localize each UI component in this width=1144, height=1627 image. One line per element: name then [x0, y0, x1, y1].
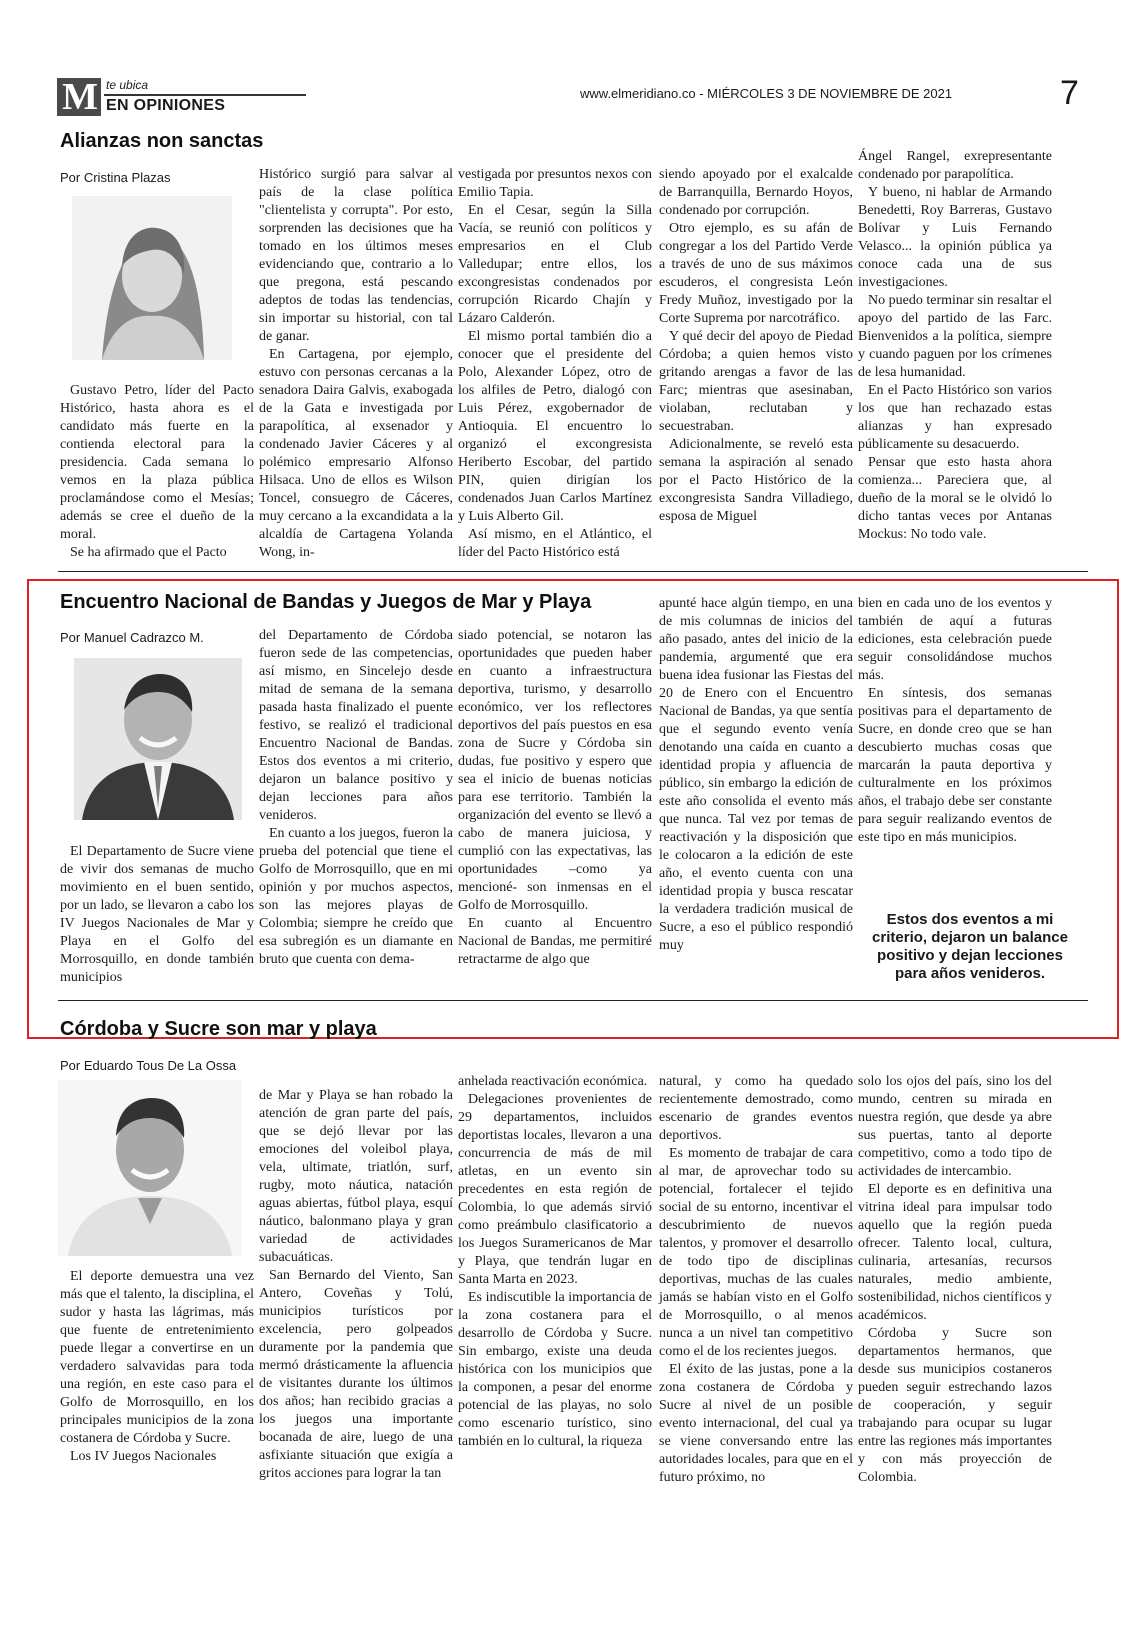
- dateline: www.elmeridiano.co - MIÉRCOLES 3 DE NOVIEMBRE DE 2021: [580, 86, 953, 101]
- newspaper-logo: M: [57, 78, 101, 116]
- article-column: Ángel Rangel, exrepresentante condenado por parapolítica. Y bueno, ni hablar de Armando Benedetti, Roy Barreras, Gustavo Bolívar y Luis Fernando Velasco... la opinión pública ya conoce cada una de sus investigaciones. No puedo terminar sin resaltar el apoyo del partido de las Farc. Bienvenidos a la política, siempre y cuando paguen por los crímenes de lesa humanidad. En el Pacto Histórico son varios los que han rechazado estas alianzas y han expresado públicamente su desacuerdo. Pensar que esto hasta ahora comienza... Pareciera que, al dueño de la moral se le olvidó lo dicho tantas veces por Antanas Mockus: No todo vale.: [858, 149, 1052, 542]
- article-title: Alianzas non sanctas: [60, 130, 264, 152]
- article-column: de Mar y Playa se han robado la atención de gran parte del país, que se dejó llevar por las emociones del voleibol playa, vela, ultimate, triatlón, surf, rugby, moto náutica, natación aguas abiertas, fútbol playa, esquí náutico, balonmano playa y gran variedad de actividades subacuáticas. San Bernardo del Viento, San Antero, Coveñas y Tolú, municipios turísticos por excelencia, pero golpeados duramente por la pandemia que mermó drásticamente la afluencia de visitantes durante los últimos dos años; han recibido gracias a los juegos una importante bocanada de aire, luego de una asfixiante situación que exigía a gritos acciones para lograr la tan: [259, 1088, 453, 1481]
- page-number: 7: [1060, 74, 1079, 112]
- article-column: vestigada por presuntos nexos con Emilio Tapia. En el Cesar, según la Silla Vacía, se reunió con políticos y empresarios en el Club Valledupar; entre ellos, los excongresistas condenados por corrupción Ricardo Chajín y Lázaro Calderón. El mismo portal también dio a conocer que el presidente del Polo, Alexander López, otro de los alfiles de Petro, dialogó con Luis Pérez, exgobernador de Antioquia. El encuentro lo organizó el excongresista Heriberto Escobar, del partido PIN, quien dirigían los condenados Juan Carlos Martínez y Luis Alberto Gil. Así mismo, en el Atlántico, el líder del Pacto Histórico está: [458, 167, 652, 560]
- author-photo: [58, 1080, 242, 1256]
- article-column: El deporte demuestra una vez más que el talento, la disciplina, el sudor y hasta las lágrimas, más que fuente de entretenimiento puede llegar a convertirse en un verdadero salvavidas para toda una región, en este caso para el Golfo de Morrosquillo, en los principales municipios de la zona costanera de Córdoba y Sucre. Los IV Juegos Nacionales: [60, 1269, 254, 1464]
- author-photo: [72, 196, 232, 360]
- article-byline: Por Eduardo Tous De La Ossa: [60, 1058, 237, 1073]
- article-byline: Por Manuel Cadrazco M.: [60, 630, 204, 645]
- article-column: siado potencial, se notaron las oportunidades que pueden haber en cuanto a infraestructura deportiva, turismo, y desarrollo económico, ver los reflectores deportivos del país puestos en esa zona de Sucre y Córdoba sin dudas, fue positivo y espero que sea el inicio de buenas noticias para ese territorio. También la organización del evento se llevó a cabo de manera juiciosa, y cumplió con las expectativas, las oportunidades –como ya mencioné- son inmensas en el Golfo de Morrosquillo. En cuanto al Encuentro Nacional de Bandas, me permitiré retractarme de algo que: [458, 628, 652, 967]
- article-column: El Departamento de Sucre viene de vivir dos semanas de mucho movimiento en el buen sentido, por un lado, se llevaron a cabo los IV Juegos Nacionales de Mar y Playa en el Golfo del Morrosquillo, en donde también municipios: [60, 844, 254, 985]
- article-column: del Departamento de Córdoba fueron sede de las competencias, así mismo, en Sincelejo desde mitad de semana de la semana pasada hasta finalizado el puente festivo, se realizó el tradicional Encuentro Nacional de Bandas. Estos dos eventos a mi criterio, dejaron un balance positivo y dejan lecciones para años venideros. En cuanto a los juegos, fueron la prueba del potencial que tiene el Golfo de Morrosquillo, que en mi opinión y por muchos aspectos, son las mejores playas de Colombia; siempre he creído que esa subregión es un diamante en bruto que cuenta con dema-: [259, 628, 453, 967]
- article-divider: [58, 1000, 1088, 1001]
- article-column: natural, y como ha quedado recientemente demostrado, como escenario de grandes eventos deportivos. Es momento de trabajar de cara al mar, de aprovechar todo su potencial, fortalecer el tejido social de su entorno, incentivar el descubrimiento de nuevos talentos, y promover el desarrollo de todo tipo de disciplinas deportivas, muchas de las cuales jamás se habían visto en el Golfo de Morrosquillo, o al menos nunca a un nivel tan competitivo como el de los recientes juegos. El éxito de las justas, pone a la zona costanera de Córdoba y Sucre al nivel de un posible evento internacional, del cual ya se viene conversando entre las autoridades locales, para que en el futuro próximo, no: [659, 1074, 853, 1485]
- pull-quote: Estos dos eventos a mi criterio, dejaron un balance positivo y dejan lecciones para años venideros.: [872, 911, 1068, 982]
- article-column: apunté hace algún tiempo, en una de mis columnas de inicios del año pasado, antes del inicio de la pandemia, argumenté que era buena idea fusionar las Fiestas del 20 de Enero con el Encuentro Nacional de Bandas, ya que sentía que el segundo evento venía denotando una caída en cuanto a identidad propia y afluencia de público, sin embargo la edición de este año consolida el evento más que nunca. Tal vez por temas de reactivación y la disposición que le colocaron a la edición de este año, el evento cuenta con una identidad propia y busca rescatar la verdadera tradición musical de Sucre, a eso el público respondió muy: [659, 596, 853, 953]
- article-column: anhelada reactivación económica. Delegaciones provenientes de 29 departamentos, incluidos deportistas locales, llevaron a una concurrencia de más de mil atletas, en un evento sin precedentes en esta región de Colombia, lo que además sirvió como preámbulo clasificatorio a los Juegos Suramericanos de Mar y Playa, que tendrán lugar en Santa Marta en 2023. Es indiscutible la importancia de la zona costanera para el desarrollo de Córdoba y Sucre. Sin embargo, existe una deuda histórica con los municipios que la componen, a pesar del enorme potencial de las playas, no solo como escenario turístico, sino también en lo cultural, la riqueza: [458, 1074, 652, 1449]
- article-column: siendo apoyado por el exalcalde de Barranquilla, Bernardo Hoyos, condenado por corrupción. Otro ejemplo, es su afán de congregar a los del Partido Verde a través de uno de sus máximos escuderos, el congresista León Fredy Muñoz, investigado por la Corte Suprema por narcotráfico. Y qué decir del apoyo de Piedad Córdoba; a quien hemos visto gritando arengas a favor de las Farc; mientras que asesinaban, violaban, reclutaban y secuestraban. Adicionalmente, se reveló esta semana la aspiración al senado por el Pacto Histórico de la excongresista Sandra Villadiego, esposa de Miguel: [659, 167, 853, 524]
- article-column: Histórico surgió para salvar al país de la clase política "clientelista y corrupta". Por esto, sorprenden las decisiones que ha tomado en los últimos meses evidenciando que, contrario a lo que pregona, está pescando adeptos de todas las tendencias, sin importar su historial, con tal de ganar. En Cartagena, por ejemplo, estuvo con personas cercanas a la senadora Daira Galvis, exabogada de la Gata e investigada por parapolítica, al exsenador y condenado Javier Cáceres y al polémico empresario Alfonso Hilsaca. Uno de ellos es Wilson Toncel, consuegro de Cáceres, muy cercano a la excandidata a la alcaldía de Cartagena Yolanda Wong, in-: [259, 167, 453, 560]
- article-column: bien en cada uno de los eventos y también de aquí a futuras ediciones, esta celebración puede seguir consolidándose muchos más. En síntesis, dos semanas positivas para el departamento de Sucre, en donde creo que se han descubierto muchas cosas que marcarán la pauta deportiva y culturalmente en los próximos años, el trabajo debe ser constante para seguir realizando eventos de este tipo en más municipios.: [858, 596, 1052, 845]
- article-column: Gustavo Petro, líder del Pacto Histórico, hasta ahora es el candidato más fuerte en la contienda electoral para la presidencia. Cada semana lo vemos en la plaza pública proclamándose como el Mesías; además se cree el dueño de la moral. Se ha afirmado que el Pacto: [60, 383, 254, 560]
- author-photo: [74, 658, 242, 820]
- header-rule: [104, 94, 306, 96]
- article-divider: [58, 571, 1088, 572]
- article-byline: Por Cristina Plazas: [60, 170, 171, 185]
- logo-tagline: te ubica: [106, 78, 149, 92]
- article-title: Encuentro Nacional de Bandas y Juegos de Mar y Playa: [60, 591, 592, 613]
- article-column: solo los ojos del país, sino los del mundo, centren su mirada en nuestra región, que desde ya abre sus puertas, tanto al deporte competitivo, como a todo tipo de actividades de intercambio. El deporte es en definitiva una vitrina ideal para impulsar todo aquello que la región pueda ofrecer. Talento local, cultura, culinaria, artesanías, recursos naturales, medio ambiente, sostenibilidad, nichos científicos y académicos. Córdoba y Sucre son departamentos hermanos, que desde sus municipios costaneros pueden seguir estrechando lazos de cooperación, y seguir trabajando para ocupar su lugar entre las regiones más importantes y con más proyección de Colombia.: [858, 1074, 1052, 1485]
- section-label: EN OPINIONES: [106, 97, 226, 114]
- article-title: Córdoba y Sucre son mar y playa: [60, 1018, 377, 1040]
